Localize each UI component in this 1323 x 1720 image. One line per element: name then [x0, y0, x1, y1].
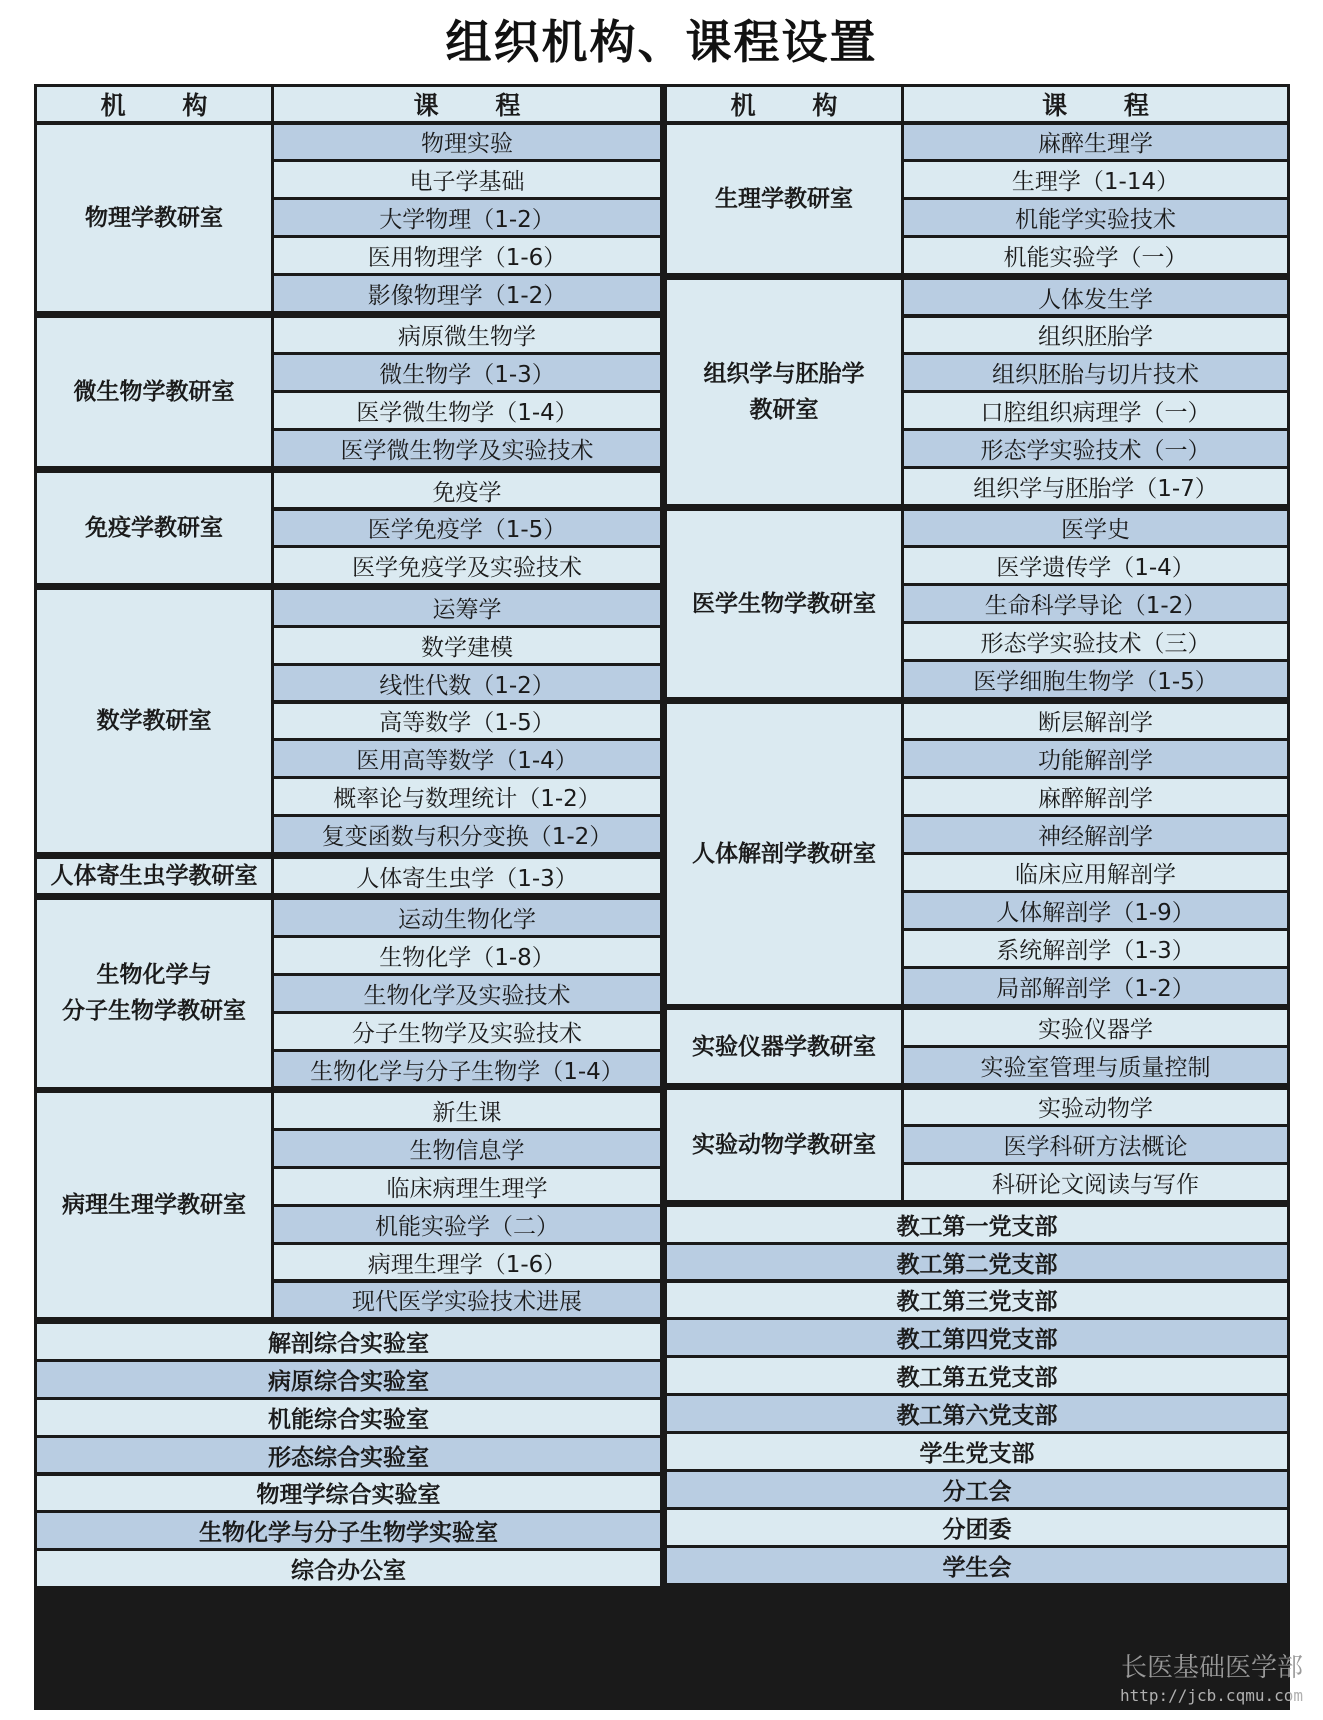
course-cell: 影像物理学（1-2）: [274, 276, 660, 311]
lab-row: 解剖综合实验室: [37, 1324, 660, 1359]
org-name: 微生物学教研室: [37, 318, 271, 467]
course-cell: 医用物理学（1-6）: [274, 238, 660, 273]
org-name: 免疫学教研室: [37, 473, 271, 584]
course-cell: 数学建模: [274, 628, 660, 663]
course-cell: 人体寄生虫学（1-3）: [274, 859, 660, 894]
course-cell: 高等数学（1-5）: [274, 704, 660, 739]
lab-row: 病原综合实验室: [37, 1362, 660, 1397]
course-cell: 生命科学导论（1-2）: [904, 586, 1287, 621]
org-name: 物理学教研室: [37, 125, 271, 312]
course-cell: 系统解剖学（1-3）: [904, 931, 1287, 966]
course-cell: 人体解剖学（1-9）: [904, 893, 1287, 928]
branch-row: 教工第三党支部: [667, 1283, 1287, 1318]
course-cell: 形态学实验技术（一）: [904, 431, 1287, 466]
course-cell: 实验室管理与质量控制: [904, 1048, 1287, 1083]
course-cell: 机能实验学（二）: [274, 1207, 660, 1242]
org-course-table: [34, 84, 1290, 1710]
branch-row: 分团委: [667, 1510, 1287, 1545]
course-cell: 医学微生物学及实验技术: [274, 431, 660, 466]
course-cell: 生理学（1-14）: [904, 162, 1287, 197]
lab-row: 生物化学与分子生物学实验室: [37, 1513, 660, 1548]
course-cell: 病理生理学（1-6）: [274, 1245, 660, 1280]
course-cell: 医学遗传学（1-4）: [904, 548, 1287, 583]
header-course-label: 课 程: [274, 87, 660, 121]
course-cell: 组织胚胎学: [904, 318, 1287, 353]
course-cell: 医学微生物学（1-4）: [274, 393, 660, 428]
lab-row: 综合办公室: [37, 1551, 660, 1586]
course-cell: 口腔组织病理学（一）: [904, 393, 1287, 428]
branch-row: 教工第四党支部: [667, 1320, 1287, 1355]
lab-row: 机能综合实验室: [37, 1400, 660, 1435]
course-cell: 医学史: [904, 511, 1287, 546]
org-name: 人体寄生虫学教研室: [37, 859, 271, 894]
branch-row: 教工第五党支部: [667, 1358, 1287, 1393]
lab-row: 形态综合实验室: [37, 1438, 660, 1473]
org-name: 病理生理学教研室: [37, 1093, 271, 1317]
course-cell: 概率论与数理统计（1-2）: [274, 779, 660, 814]
org-name: 数学教研室: [37, 590, 271, 852]
course-cell: 组织学与胚胎学（1-7）: [904, 469, 1287, 504]
org-name: 生理学教研室: [667, 125, 901, 274]
course-cell: 临床应用解剖学: [904, 855, 1287, 890]
course-cell: 局部解剖学（1-2）: [904, 969, 1287, 1004]
course-cell: 生物化学及实验技术: [274, 976, 660, 1011]
course-cell: 医学细胞生物学（1-5）: [904, 662, 1287, 697]
course-cell: 现代医学实验技术进展: [274, 1283, 660, 1318]
course-cell: 新生课: [274, 1093, 660, 1128]
branch-row: 教工第六党支部: [667, 1396, 1287, 1431]
org-name: 实验仪器学教研室: [667, 1010, 901, 1083]
course-cell: 科研论文阅读与写作: [904, 1165, 1287, 1200]
header-course-label: 课 程: [904, 87, 1287, 121]
course-cell: 生物化学（1-8）: [274, 938, 660, 973]
org-name: 生物化学与 分子生物学教研室: [37, 900, 271, 1087]
course-cell: 物理实验: [274, 125, 660, 160]
header-org-label: 机 构: [37, 87, 271, 121]
lab-row: 物理学综合实验室: [37, 1476, 660, 1511]
course-cell: 生物信息学: [274, 1131, 660, 1166]
watermark-url: http://jcb.cqmu.com: [1119, 1686, 1303, 1705]
course-cell: 线性代数（1-2）: [274, 666, 660, 701]
org-name: 医学生物学教研室: [667, 511, 901, 698]
course-cell: 免疫学: [274, 473, 660, 508]
course-cell: 病原微生物学: [274, 318, 660, 353]
course-cell: 实验仪器学: [904, 1010, 1287, 1045]
course-cell: 人体发生学: [904, 280, 1287, 315]
course-cell: 生物化学与分子生物学（1-4）: [274, 1052, 660, 1087]
course-cell: 医学免疫学及实验技术: [274, 548, 660, 583]
branch-row: 分工会: [667, 1472, 1287, 1507]
branch-row: 教工第一党支部: [667, 1207, 1287, 1242]
course-cell: 机能学实验技术: [904, 200, 1287, 235]
course-cell: 复变函数与积分变换（1-2）: [274, 817, 660, 852]
watermark-text: 长医基础医学部: [1120, 1653, 1303, 1683]
course-cell: 神经解剖学: [904, 817, 1287, 852]
header-org-label: 机 构: [667, 87, 901, 121]
course-cell: 临床病理生理学: [274, 1169, 660, 1204]
page-title: 组织机构、课程设置: [445, 15, 878, 69]
course-cell: 断层解剖学: [904, 704, 1287, 739]
course-cell: 微生物学（1-3）: [274, 355, 660, 390]
course-cell: 运动生物化学: [274, 900, 660, 935]
course-cell: 分子生物学及实验技术: [274, 1014, 660, 1049]
org-name: 组织学与胚胎学 教研室: [667, 280, 901, 504]
org-name: 人体解剖学教研室: [667, 704, 901, 1004]
course-cell: 电子学基础: [274, 162, 660, 197]
course-cell: 大学物理（1-2）: [274, 200, 660, 235]
course-cell: 麻醉生理学: [904, 125, 1287, 160]
course-cell: 实验动物学: [904, 1090, 1287, 1125]
course-cell: 形态学实验技术（三）: [904, 624, 1287, 659]
branch-row: 学生党支部: [667, 1434, 1287, 1469]
org-name: 实验动物学教研室: [667, 1090, 901, 1201]
branch-row: 学生会: [667, 1548, 1287, 1583]
course-cell: 麻醉解剖学: [904, 779, 1287, 814]
course-cell: 组织胚胎与切片技术: [904, 355, 1287, 390]
course-cell: 医用高等数学（1-4）: [274, 741, 660, 776]
course-cell: 运筹学: [274, 590, 660, 625]
course-cell: 机能实验学（一）: [904, 238, 1287, 273]
course-cell: 功能解剖学: [904, 741, 1287, 776]
course-cell: 医学科研方法概论: [904, 1127, 1287, 1162]
branch-row: 教工第二党支部: [667, 1245, 1287, 1280]
watermark: [1120, 1654, 1303, 1710]
course-cell: 医学免疫学（1-5）: [274, 511, 660, 546]
